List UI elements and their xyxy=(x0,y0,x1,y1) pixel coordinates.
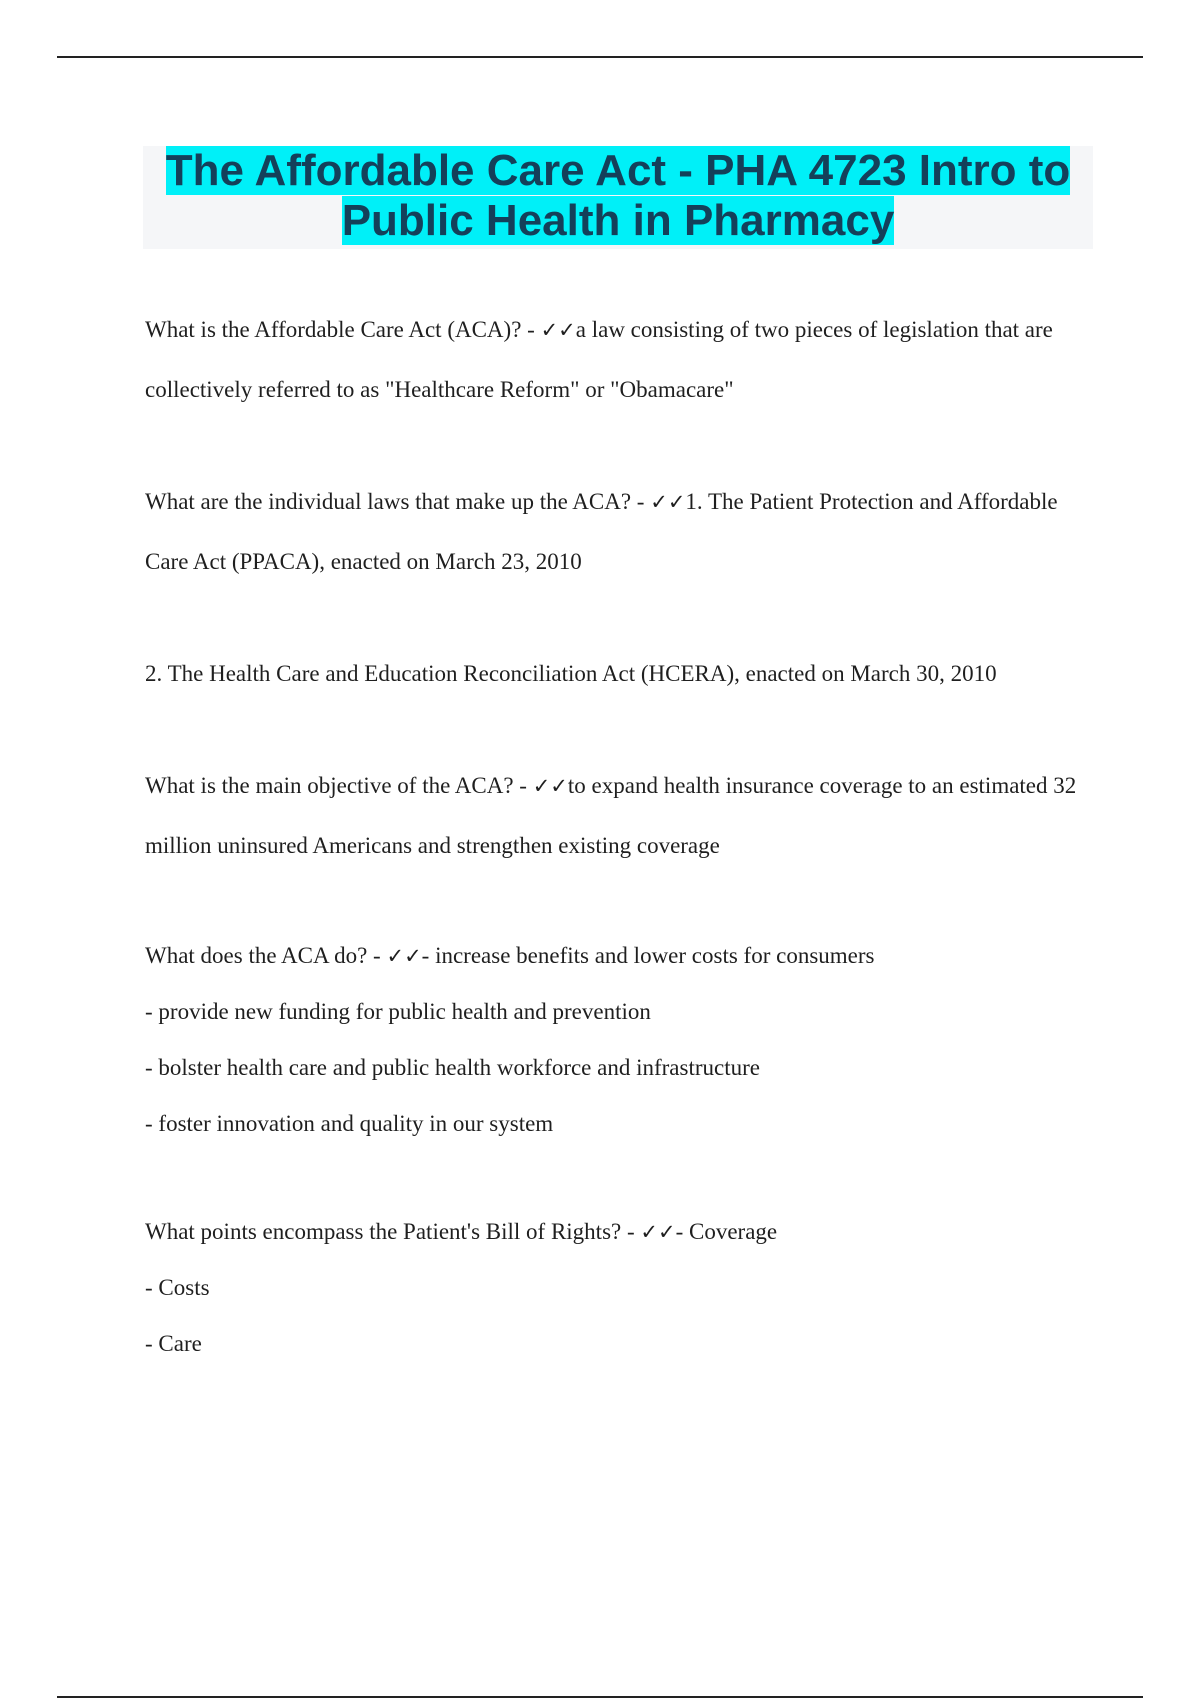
question-text: What points encompass the Patient's Bill of Rights? - xyxy=(145,1219,641,1244)
title-banner xyxy=(143,146,1093,249)
list-item: - foster innovation and quality in our system xyxy=(145,1111,554,1136)
list-item: - Costs xyxy=(145,1275,210,1300)
list-item: - Care xyxy=(145,1331,202,1356)
checkmark-icon: ✓✓ xyxy=(640,1220,676,1244)
footer-rule xyxy=(57,1696,1143,1698)
checkmark-icon: ✓✓ xyxy=(532,774,568,798)
answer-text: - Coverage xyxy=(675,1219,778,1244)
qa-item-individual-laws-continued xyxy=(145,644,1085,704)
header-rule xyxy=(57,56,1143,58)
list-item: - bolster health care and public health workforce and infrastructure xyxy=(145,1055,760,1080)
question-text: What does the ACA do? - xyxy=(145,943,387,968)
list-item: - provide new funding for public health and prevention xyxy=(145,999,651,1024)
checkmark-icon: ✓✓ xyxy=(540,318,576,342)
answer-text: a law consisting of two pieces of legislation that are collectively referred to as "Healthcare Reform" or "Obamacare" xyxy=(145,317,1053,402)
question-text: What are the individual laws that make up the ACA? - xyxy=(145,489,651,514)
qa-content xyxy=(145,300,1085,1372)
question-text: What is the Affordable Care Act (ACA)? - xyxy=(145,317,541,342)
answer-text: 1. The Patient Protection and Affordable Care Act (PPACA), enacted on March 23, 2010 xyxy=(145,489,1058,574)
answer-text: - increase benefits and lower costs for consumers xyxy=(421,943,875,968)
qa-item-individual-laws xyxy=(145,472,1085,592)
answer-text: to expand health insurance coverage to an estimated 32 million uninsured Americans and strengthen existing coverage xyxy=(145,773,1077,858)
checkmark-icon: ✓✓ xyxy=(386,944,422,968)
checkmark-icon: ✓✓ xyxy=(650,490,686,514)
page-title: The Affordable Care Act - PHA 4723 Intro to Public Health in Pharmacy xyxy=(165,146,1071,245)
qa-item-main-objective xyxy=(145,756,1085,876)
answer-continuation: 2. The Health Care and Education Reconciliation Act (HCERA), enacted on March 30, 2010 xyxy=(145,661,997,686)
qa-item-what-aca-does xyxy=(145,928,1085,1152)
question-text: What is the main objective of the ACA? - xyxy=(145,773,533,798)
qa-item-aca-definition xyxy=(145,300,1085,420)
qa-item-bill-of-rights xyxy=(145,1204,1085,1372)
